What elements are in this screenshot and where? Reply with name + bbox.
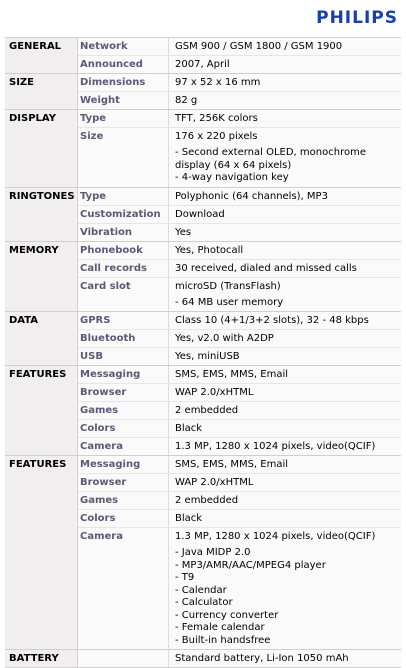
spec-section xyxy=(5,74,401,110)
spec-section xyxy=(5,456,401,650)
spec-label: Vibration xyxy=(78,224,169,241)
spec-note-line: - Currency converter xyxy=(175,609,279,621)
spec-label: Camera xyxy=(78,528,169,545)
spec-value: Yes, v2.0 with A2DP xyxy=(175,333,274,344)
section-rows xyxy=(78,456,401,649)
spec-label: Size xyxy=(78,128,169,145)
spec-row xyxy=(78,127,401,145)
spec-label: Dimensions xyxy=(78,74,169,91)
spec-label: Customization xyxy=(78,206,169,223)
spec-row xyxy=(78,223,401,241)
spec-row xyxy=(78,91,401,109)
spec-value: Yes xyxy=(175,226,192,238)
spec-section xyxy=(5,312,401,366)
spec-label: Call records xyxy=(78,260,169,277)
section-category: DATA xyxy=(5,312,78,365)
spec-value: microSD (TransFlash) xyxy=(175,280,281,292)
spec-label: Games xyxy=(78,402,169,419)
spec-row xyxy=(78,473,401,491)
section-rows xyxy=(78,650,401,667)
section-rows xyxy=(78,312,401,365)
section-category: BATTERY xyxy=(5,650,78,667)
spec-value: Yes, Photocall xyxy=(175,244,244,256)
spec-row xyxy=(78,347,401,365)
spec-label: USB xyxy=(78,348,169,365)
spec-value: Standard battery, Li-Ion 1050 mAh xyxy=(175,653,349,664)
spec-label: Colors xyxy=(78,420,169,437)
spec-note-line: - Calculator xyxy=(175,597,233,608)
spec-value: Black xyxy=(175,423,203,434)
spec-label: Browser xyxy=(78,474,169,491)
section-category: MEMORY xyxy=(5,242,78,312)
spec-section xyxy=(5,366,401,456)
spec-label: Colors xyxy=(78,510,169,527)
spec-value: 30 received, dialed and missed calls xyxy=(175,262,357,274)
spec-label: GPRS xyxy=(78,312,169,329)
spec-row xyxy=(78,188,401,205)
spec-row xyxy=(78,509,401,527)
spec-note-line: - MP3/AMR/AAC/MPEG4 player xyxy=(175,559,326,571)
spec-label: Card slot xyxy=(78,278,169,295)
section-rows xyxy=(78,38,401,73)
spec-row xyxy=(78,456,401,473)
spec-label: Announced xyxy=(78,56,169,73)
spec-label: Network xyxy=(78,38,169,55)
section-category: DISPLAY xyxy=(5,110,78,187)
spec-value: 176 x 220 pixels xyxy=(175,131,258,142)
spec-row xyxy=(78,242,401,259)
spec-label: Type xyxy=(78,110,169,127)
spec-note-line: - Java MIDP 2.0 xyxy=(175,547,251,558)
spec-value: 1.3 MP, 1280 x 1024 pixels, video(QCIF) xyxy=(175,441,376,452)
spec-value: WAP 2.0/xHTML xyxy=(175,387,254,398)
spec-row xyxy=(78,401,401,419)
spec-note-line: - Second external OLED, monochrome display (64 x 64 pixels) xyxy=(175,147,366,171)
spec-section xyxy=(5,242,401,313)
spec-row xyxy=(78,437,401,455)
spec-value: 2 embedded xyxy=(175,495,239,506)
spec-value: 2007, April xyxy=(175,59,230,70)
spec-table xyxy=(5,37,401,668)
spec-note-line: - 4-way navigation key xyxy=(175,172,289,183)
spec-label: Games xyxy=(78,492,169,509)
spec-row xyxy=(78,383,401,401)
spec-value: 2 embedded xyxy=(175,405,239,416)
spec-section xyxy=(5,110,401,188)
spec-label xyxy=(78,650,169,667)
spec-section xyxy=(5,188,401,242)
brand-logo: PHILIPS xyxy=(316,8,398,28)
spec-value: GSM 900 / GSM 1800 / GSM 1900 xyxy=(175,41,343,52)
spec-value: 1.3 MP, 1280 x 1024 pixels, video(QCIF) xyxy=(175,531,376,542)
spec-note-line: - 64 MB user memory xyxy=(175,296,284,308)
spec-label: Messaging xyxy=(78,366,169,383)
spec-section xyxy=(5,38,401,74)
spec-row xyxy=(78,205,401,223)
spec-note-line: - Built-in handsfree xyxy=(175,634,271,646)
section-rows xyxy=(78,366,401,455)
spec-label: Weight xyxy=(78,92,169,109)
spec-row xyxy=(78,259,401,277)
spec-value: 97 x 52 x 16 mm xyxy=(175,77,261,88)
section-rows xyxy=(78,242,401,312)
spec-row xyxy=(78,55,401,73)
spec-label: Phonebook xyxy=(78,242,169,259)
spec-row xyxy=(78,491,401,509)
spec-notes xyxy=(78,145,401,187)
section-category: FEATURES xyxy=(5,456,78,649)
spec-value: Polyphonic (64 channels), MP3 xyxy=(175,190,328,202)
spec-value: SMS, EMS, MMS, Email xyxy=(175,369,289,380)
spec-note-line: - T9 xyxy=(175,572,195,583)
spec-value: Class 10 (4+1/3+2 slots), 32 - 48 kbps xyxy=(175,315,369,326)
spec-notes xyxy=(78,545,401,649)
spec-row xyxy=(78,419,401,437)
section-rows xyxy=(78,188,401,241)
spec-row xyxy=(78,277,401,295)
section-category: RINGTONES xyxy=(5,188,78,241)
section-category: GENERAL xyxy=(5,38,78,73)
spec-value: Black xyxy=(175,513,203,524)
spec-label: Camera xyxy=(78,438,169,455)
spec-value: Yes, miniUSB xyxy=(175,351,240,362)
spec-note-line: - Calendar xyxy=(175,584,227,596)
spec-row xyxy=(78,38,401,55)
spec-value: 82 g xyxy=(175,95,198,106)
spec-label: Browser xyxy=(78,384,169,401)
spec-value: TFT, 256K colors xyxy=(175,113,258,124)
spec-row xyxy=(78,650,401,667)
spec-row xyxy=(78,329,401,347)
spec-label: Messaging xyxy=(78,456,169,473)
spec-note-line: - Female calendar xyxy=(175,622,265,633)
spec-row xyxy=(78,74,401,91)
spec-section xyxy=(5,650,401,668)
section-category: FEATURES xyxy=(5,366,78,455)
spec-row xyxy=(78,312,401,329)
spec-row xyxy=(78,366,401,383)
section-rows xyxy=(78,74,401,109)
spec-label: Bluetooth xyxy=(78,330,169,347)
spec-value: SMS, EMS, MMS, Email xyxy=(175,459,289,470)
spec-value: Download xyxy=(175,208,225,220)
section-rows xyxy=(78,110,401,187)
spec-value: WAP 2.0/xHTML xyxy=(175,477,254,488)
section-category: SIZE xyxy=(5,74,78,109)
spec-notes xyxy=(78,295,401,312)
spec-row xyxy=(78,527,401,545)
spec-label: Type xyxy=(78,188,169,205)
spec-row xyxy=(78,110,401,127)
